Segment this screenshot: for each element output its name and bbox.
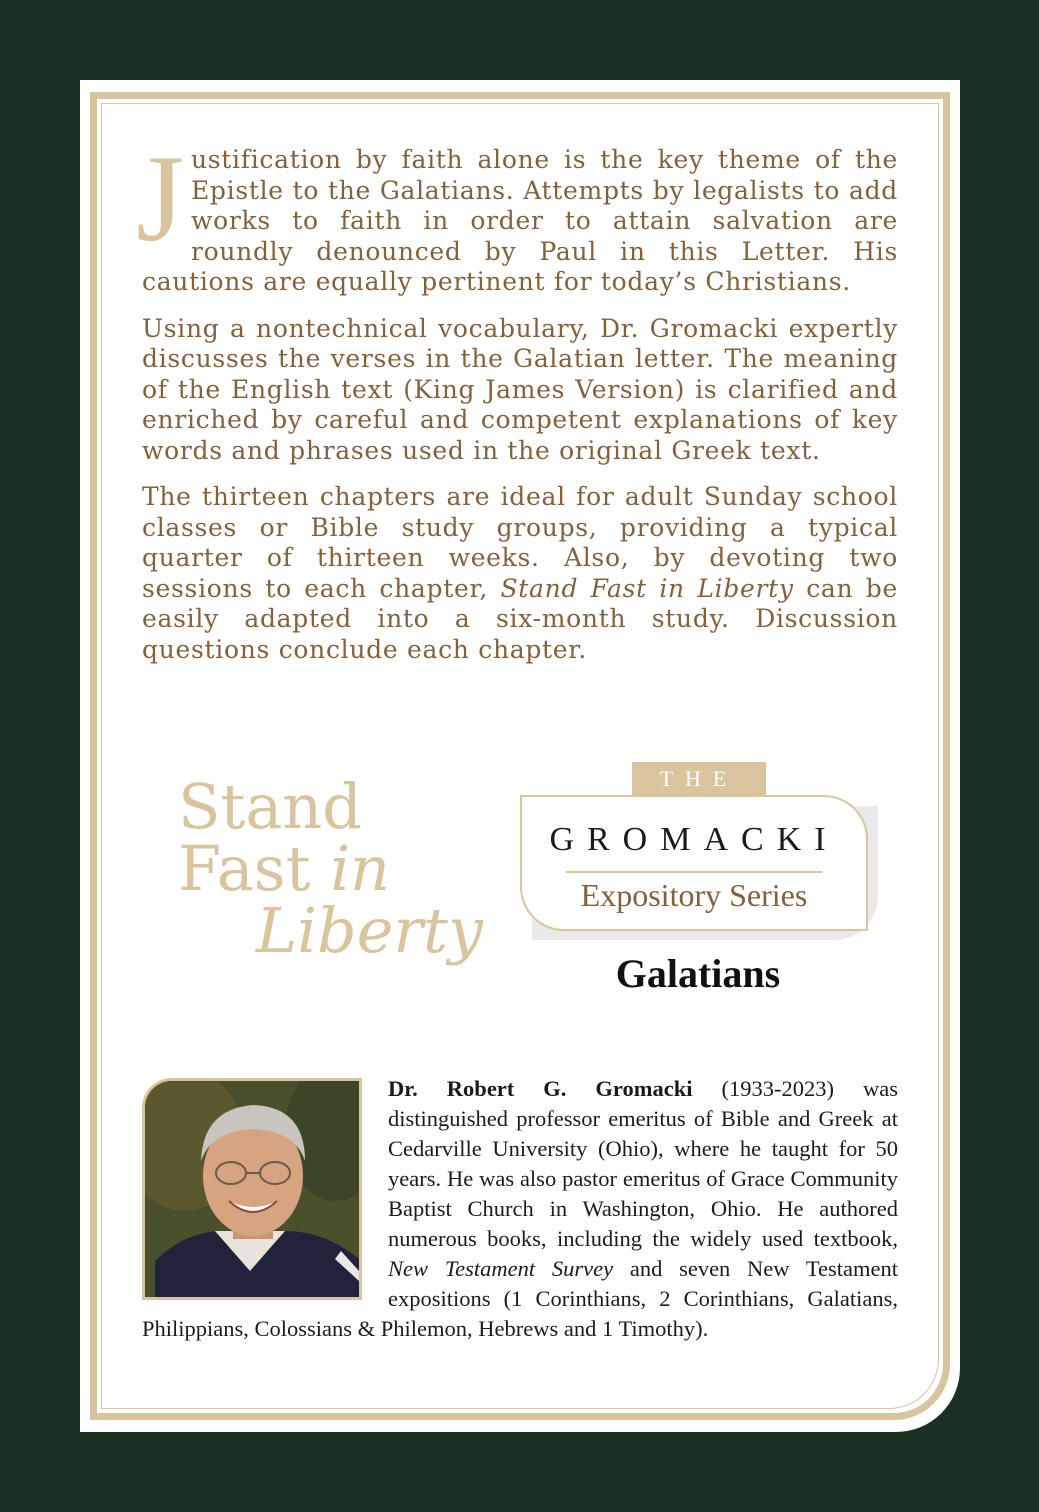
photo-spacer	[142, 1074, 388, 1314]
description-paragraph-2: Using a nontechnical vocabulary, Dr. Gromacki expertly discusses the verses in the Galatian letter. The meaning of the English text (King James Version) is clarified and enriched by careful and competent explanations of key words and phrases used in the original Greek text.	[142, 313, 898, 465]
series-divider	[566, 871, 822, 873]
author-name: Dr. Robert G. Gromacki	[388, 1076, 693, 1101]
bio-text-part-2: and seven New Testament expositions (1 Corinthians, 2 Corinthians, Galatians, Philippians, Colossians & Philemon, Hebrews and 1 Timothy).	[142, 1256, 898, 1341]
series-subtitle: Expository Series	[580, 877, 808, 913]
book-title-logo	[178, 770, 498, 967]
paragraph-3-text-end: can be easily adapted into a six-month study. Discussion questions conclude each chapter.	[142, 573, 899, 664]
description-paragraph-3	[142, 482, 898, 665]
title-word-in: in	[330, 832, 390, 905]
author-bio	[142, 1074, 898, 1344]
title-line-liberty: Liberty	[256, 894, 483, 967]
series-name: GROMACKI	[549, 821, 839, 858]
bio-text-part-1: (1933-2023) was distinguished professor emeritus of Bible and Greek at Cedarville University (Ohio), where he taught for 50 years. He was also pastor emeritus of Grace Community Baptist Church in Washington, Ohio. He authored numerous books, including the widely used textbook,	[388, 1076, 898, 1251]
series-the-tab: THE	[632, 762, 766, 795]
book-name: Galatians	[615, 951, 781, 996]
description-paragraph-1	[136, 130, 898, 298]
title-line-stand: Stand	[178, 770, 362, 843]
textbook-title: New Testament Survey	[388, 1256, 614, 1281]
paragraph-1-text: ustification by faith alone is the key theme of the Epistle to the Galatians. Attempts by legalists to add works to faith in order to attain salvation are roundly denounced by Paul in this Letter. His cautions are equally pertinent for today’s Christians.	[142, 145, 898, 296]
title-word-fast: Fast	[178, 832, 331, 905]
title-line-fast	[178, 832, 498, 905]
book-title-italic: Stand Fast in Liberty	[500, 573, 794, 603]
paragraph-3-text-start: The thirteen chapters are ideal for adult Sunday school classes or Bible study groups, providing a typical quarter of thirteen weeks. Also, by devoting two sessions to each chapter,	[142, 482, 898, 603]
series-logo-box	[520, 795, 868, 931]
drop-cap-letter: J	[136, 130, 185, 267]
book-description	[136, 130, 899, 681]
